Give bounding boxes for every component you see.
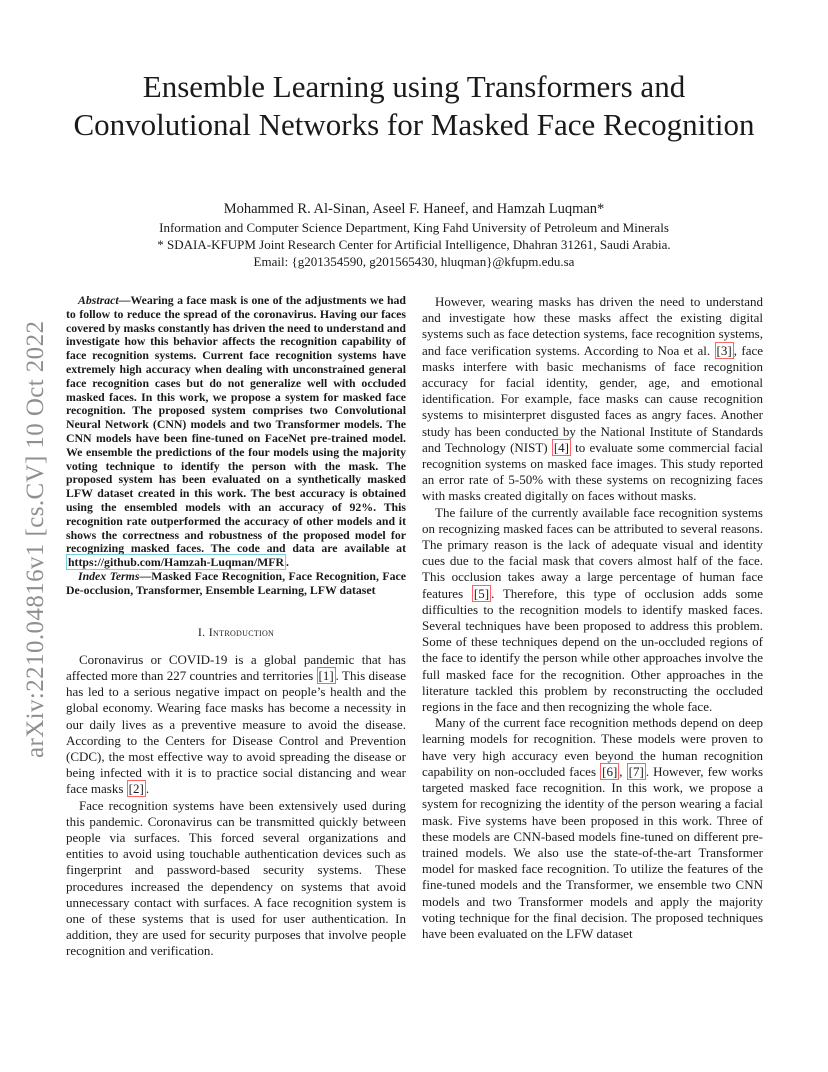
text-run: Many of the current face recognition methods depend on deep learning models for recognition. These models were proven to have very high accuracy even beyond the human recognition capability on non-occluded faces	[422, 715, 763, 779]
paper-title: Ensemble Learning using Transformers and Convolutional Networks for Masked Face Recognition	[73, 69, 755, 142]
arxiv-identifier: arXiv:2210.04816v1 [cs.CV] 10 Oct 2022	[22, 320, 49, 758]
citation-link[interactable]: [6]	[602, 763, 618, 779]
citation-link[interactable]: [5]	[473, 585, 490, 601]
code-link[interactable]: https://github.com/Hamzah-Luqman/MFR	[68, 555, 284, 570]
section-heading-introduction	[66, 624, 406, 640]
abstract-end: .	[285, 555, 289, 570]
section-title: Introduction	[208, 624, 275, 639]
author-list: Mohammed R. Al-Sinan, Aseel F. Haneef, and Hamzah Luqman*	[223, 201, 605, 217]
text-run: The failure of the currently available face recognition systems on recognizing masked faces can be attributed to several reasons. The primary reason is the lack of adequate visual and identity cues due to the facial mask that covers almost half of the face. This occlusion takes away a large percentage of human face features	[422, 504, 763, 601]
citation-link[interactable]: [2]	[128, 781, 144, 797]
text-run: However, wearing masks has driven the need to understand and investigate how these masks affect the existing digital systems such as face detection systems, face recognition systems, and face verification systems. According to Noa et al.	[422, 294, 763, 358]
left-column	[66, 294, 406, 960]
arxiv-sidebar	[18, 288, 52, 758]
affiliation-line-2: * SDAIA-KFUPM Joint Research Center for Artificial Intelligence, Dhahran 31261, Saudi Arabia.	[157, 237, 671, 252]
text-run: ,	[619, 763, 627, 779]
abstract	[66, 294, 406, 598]
citation-link[interactable]: [7]	[628, 763, 644, 779]
intro-paragraph-2: Face recognition systems have been extensively used during this pandemic. Coronavirus can be transmitted quickly between people via surfaces. This forced several organizations and entities to avoid using touchable authentication devices such as fingerprint and password-based security systems. These procedures increased the dependency on systems that avoid unnecessary contact with surfaces. A face recognition system is one of these systems that is used for user authentication. In addition, they are used for security purposes that involve people recognition and verification.	[66, 797, 406, 959]
text-run: . This disease has led to a serious negative impact on people’s health and the global economy. Wearing face masks has become a necessity in our daily lives as a preventive measure to avoid the disease. According to the Centers for Disease Control and Prevention (CDC), the most effective way to avoid spreading the disease or being infected with it is to practice social distancing and wear face masks	[66, 667, 407, 797]
citation-link[interactable]: [1]	[318, 667, 334, 683]
abstract-text: —Wearing a face mask is one of the adjustments we had to follow to reduce the spread of the coronavirus. Having our faces covered by masks constantly has driven the need to understand and investigate how this behavior affects the recognition capability of face recognition systems. Current face recognition systems have extremely high accuracy when dealing with unconstrained general face recognition cases but do not generalize well with occluded masked faces. In this work, we propose a system for masked face recognition. The proposed system comprises two Convolutional Neural Network (CNN) models and two Transformer models. The CNN models have been fine-tuned on FaceNet pre-trained model. We ensemble the predictions of the four models using the majority voting technique to identify the person with the mask. The proposed system has been evaluated on a synthetically masked LFW dataset created in this work. The best accuracy is obtained using the ensembled models with an accuracy of 92%. This recognition rate outperformed the accuracy of other models and it shows the correctness and robustness of the proposed model for recognizing masked faces. The code and data are available at	[66, 293, 406, 556]
right-column	[422, 294, 763, 942]
affiliations	[66, 219, 762, 270]
citation-link[interactable]: [3]	[716, 342, 732, 358]
section-number: I.	[197, 624, 209, 639]
text-run: Coronavirus or COVID-19 is a global pandemic that has affected more than 227 countries and territories	[66, 651, 406, 683]
text-run: .	[145, 781, 150, 797]
text-run: . However, few works targeted masked face recognition. In this work, we propose a system for recognizing the identity of the person wearing a facial mask. Five systems have been proposed in this work. Three of these models are CNN-based models fine-tuned on different pre-trained models. We also use the state-of-the-art Transformer model for masked face recognition. To utilize the features of the fine-tuned models and the Transformer, we ensemble two CNN models and two Transformer models and apply the majority voting technique for the final decision. The proposed techniques have been evaluated on the LFW dataset	[422, 763, 763, 941]
intro-paragraph-4	[422, 505, 763, 716]
text-run: . Therefore, this type of occlusion adds some difficulties to the recognition models to identify masked faces. Several techniques have been proposed to address this problem. Some of these techniques depend on the un-occluded regions of the face to identify the person while other approaches involve the full masked face for the recognition. Other approaches in the literature tackled this problem by reconstructing the occluded regions in the face and then recognizing the whole face.	[422, 585, 763, 715]
abstract-heading: Abstract	[78, 293, 119, 307]
text-run: , face masks interfere with basic mechanisms of face recognition accuracy for facial identity, gender, age, and emotional identification. For example, face masks can cause recognition systems to misinterpret disgusted faces as angry faces. Another study has been conducted by the National Institute of Standards and Technology (NIST)	[422, 342, 764, 455]
intro-paragraph-1	[66, 652, 406, 798]
intro-paragraph-5	[422, 715, 763, 942]
email-line: Email: {g201354590, g201565430, hluqman}@kfupm.edu.sa	[253, 254, 575, 269]
text-run: to evaluate some commercial facial recognition systems on masked face images. This study reported an error rate of 5-50% with these systems on recognizing faces with masks created digitally on faces without masks.	[422, 439, 763, 504]
intro-paragraph-3	[422, 294, 763, 505]
affiliation-line-1: Information and Computer Science Department, King Fahd University of Petroleum and Minerals	[159, 220, 669, 235]
index-terms-text: —Masked Face Recognition, Face Recognition, Face De-occlusion, Transformer, Ensemble Learning, LFW dataset	[66, 568, 406, 597]
index-terms-heading: Index Terms	[78, 568, 140, 583]
citation-link[interactable]: [4]	[553, 439, 569, 455]
